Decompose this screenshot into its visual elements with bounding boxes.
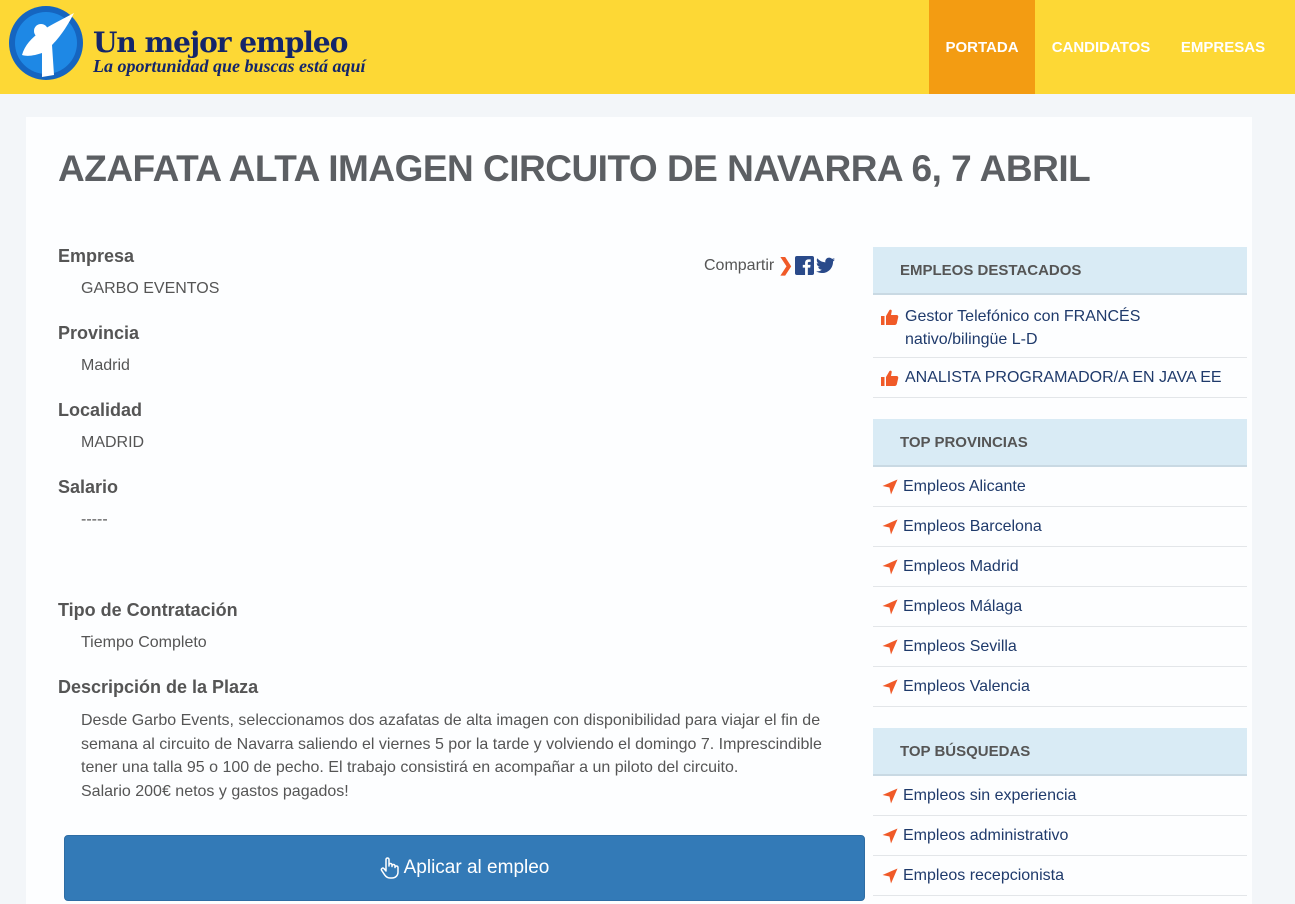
field-label-descripcion: Descripción de la Plaza xyxy=(58,677,259,697)
nav-empresas[interactable]: EMPRESAS xyxy=(1180,38,1266,56)
field-value-salario: ----- xyxy=(81,511,108,528)
share-bar xyxy=(704,255,835,276)
description-salary-line: Salario 200€ netos y gastos pagados! xyxy=(81,782,349,800)
nav-candidatos[interactable]: CANDIDATOS xyxy=(1051,38,1151,56)
featured-job-item[interactable] xyxy=(873,295,1247,358)
province-item[interactable] xyxy=(873,587,1247,627)
chevron-right-icon: ❯ xyxy=(778,255,794,275)
province-link[interactable]: Empleos Málaga xyxy=(903,597,1023,615)
field-value-empresa: GARBO EVENTOS xyxy=(81,280,220,297)
featured-job-item[interactable] xyxy=(873,358,1247,398)
location-arrow-icon xyxy=(881,479,899,495)
field-label-provincia: Provincia xyxy=(58,323,140,343)
location-arrow-icon xyxy=(881,599,899,615)
province-item[interactable] xyxy=(873,547,1247,587)
search-item[interactable] xyxy=(873,776,1247,816)
field-value-contratacion: Tiempo Completo xyxy=(81,634,207,651)
province-link[interactable]: Empleos Sevilla xyxy=(903,637,1017,655)
search-item[interactable] xyxy=(873,816,1247,856)
province-link[interactable]: Empleos Barcelona xyxy=(903,517,1042,535)
field-label-contratacion: Tipo de Contratación xyxy=(58,600,238,620)
brand-name[interactable]: Un mejor empleo xyxy=(93,26,348,59)
apply-button[interactable] xyxy=(64,835,865,901)
featured-job-link[interactable]: Gestor Telefónico con FRANCÉS nativo/bilingüe L-D xyxy=(905,308,1141,348)
job-description xyxy=(81,709,841,803)
search-link[interactable]: Empleos recepcionista xyxy=(903,866,1064,884)
facebook-icon[interactable] xyxy=(795,256,814,275)
field-label-localidad: Localidad xyxy=(58,400,143,420)
search-link[interactable]: Empleos sin experiencia xyxy=(903,786,1077,804)
twitter-icon[interactable] xyxy=(816,256,835,275)
share-label: Compartir xyxy=(704,256,775,274)
location-arrow-icon xyxy=(881,828,899,844)
description-paragraph: Desde Garbo Events, seleccionamos dos azafatas de alta imagen con disponibilidad para viajar el fin de semana al circuito de Navarra saliendo el viernes 5 por la tarde y volviendo el domingo 7. Imprescindible tener una talla 95 o 100 de pecho. El trabajo consistirá en acompañar a un piloto del circuito. xyxy=(81,712,822,776)
province-link[interactable]: Empleos Madrid xyxy=(903,557,1019,575)
top-bar xyxy=(0,0,1295,94)
thumbs-up-icon xyxy=(881,370,899,386)
field-value-localidad: MADRID xyxy=(81,434,145,451)
main-nav xyxy=(929,0,1279,94)
location-arrow-icon xyxy=(881,868,899,884)
brand-tagline: La oportunidad que buscas está aquí xyxy=(93,56,366,76)
featured-jobs-header: EMPLEOS DESTACADOS xyxy=(873,247,1247,295)
thumbs-up-icon xyxy=(881,309,899,325)
pointer-hand-icon xyxy=(380,857,400,879)
province-item[interactable] xyxy=(873,667,1247,707)
featured-job-link[interactable]: ANALISTA PROGRAMADOR/A EN JAVA EE xyxy=(905,368,1222,386)
location-arrow-icon xyxy=(881,788,899,804)
top-provinces-header: TOP PROVINCIAS xyxy=(873,419,1247,467)
province-item[interactable] xyxy=(873,627,1247,667)
search-item[interactable] xyxy=(873,856,1247,896)
location-arrow-icon xyxy=(881,519,899,535)
location-arrow-icon xyxy=(881,639,899,655)
location-arrow-icon xyxy=(881,679,899,695)
field-label-salario: Salario xyxy=(58,477,119,497)
job-title: AZAFATA ALTA IMAGEN CIRCUITO DE NAVARRA 6, 7 ABRIL xyxy=(58,148,1091,189)
search-link[interactable]: Empleos administrativo xyxy=(903,826,1069,844)
apply-label: Aplicar al empleo xyxy=(403,857,550,878)
field-label-empresa: Empresa xyxy=(58,246,135,266)
province-item[interactable] xyxy=(873,467,1247,507)
province-item[interactable] xyxy=(873,507,1247,547)
province-link[interactable]: Empleos Alicante xyxy=(903,477,1026,495)
location-arrow-icon xyxy=(881,559,899,575)
province-link[interactable]: Empleos Valencia xyxy=(903,677,1030,695)
top-searches-header: TOP BÚSQUEDAS xyxy=(873,728,1247,776)
field-value-provincia: Madrid xyxy=(81,357,130,374)
logo-icon[interactable] xyxy=(8,5,84,81)
nav-portada[interactable]: PORTADA xyxy=(929,0,1035,94)
